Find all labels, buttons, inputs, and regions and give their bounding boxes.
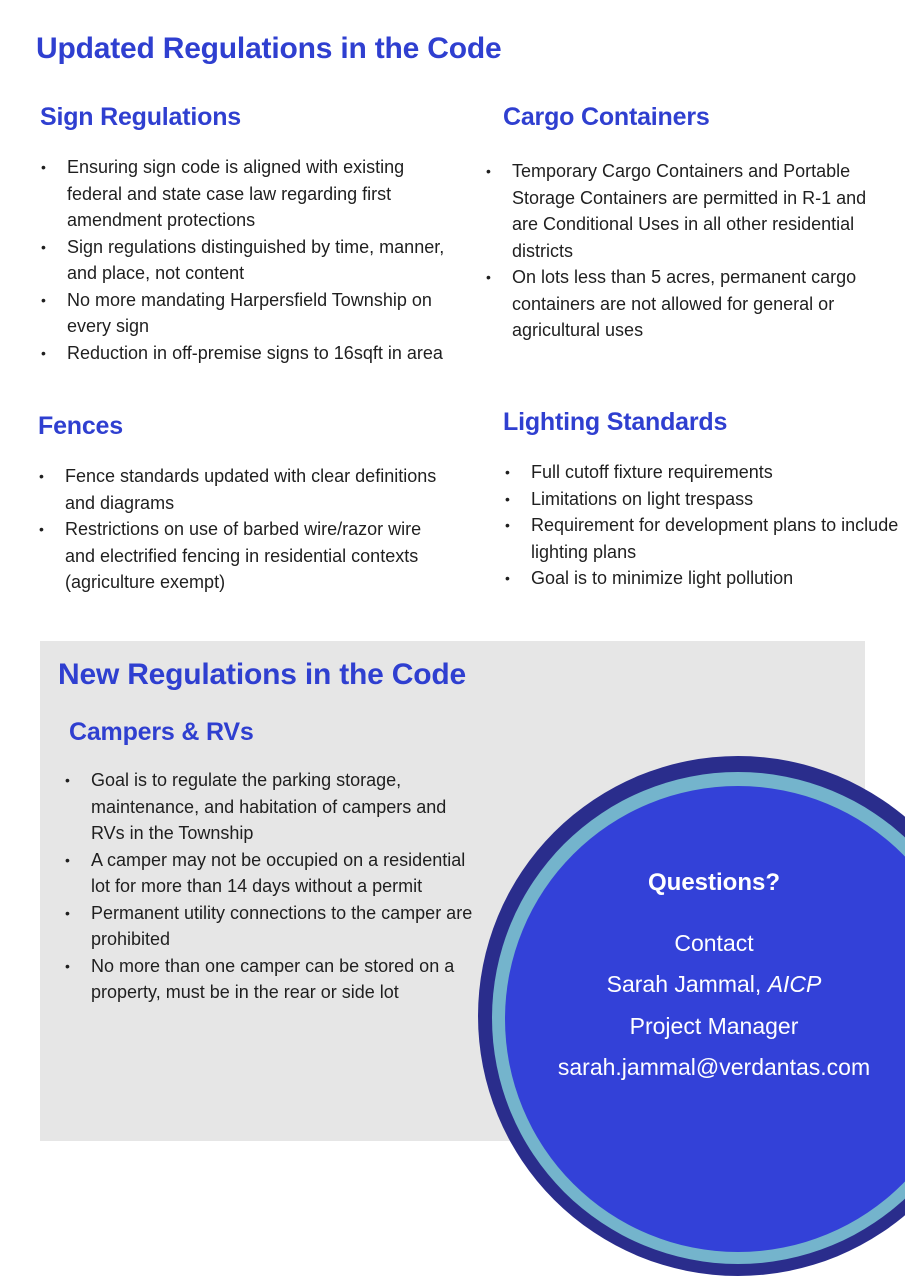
bullet-icon: • (505, 490, 510, 507)
bullet-icon: • (505, 517, 510, 533)
bullet-icon: • (65, 772, 70, 788)
bullet-icon: • (41, 291, 46, 308)
list-item (485, 158, 895, 264)
list-item (64, 847, 484, 900)
contact-name: Sarah Jammal, (606, 971, 762, 997)
bullet-icon: • (65, 904, 70, 921)
lighting-standards-list (504, 459, 904, 592)
list-item-text: Full cutoff fixture requirements (531, 462, 773, 482)
bullet-icon: • (41, 159, 46, 175)
contact-name-line (514, 971, 905, 998)
sign-regulations-heading: Sign Regulations (40, 103, 241, 131)
list-item (504, 512, 904, 565)
sign-regulations-section (40, 103, 450, 366)
list-item-text: Restrictions on use of barbed wire/razor wire and electrified fencing in residential contexts (agriculture exempt) (65, 519, 422, 592)
list-item (504, 565, 904, 592)
fences-section (38, 412, 448, 596)
cargo-containers-section (485, 103, 895, 344)
list-item-text: On lots less than 5 acres, permanent cargo containers are not allowed for general or agricultural uses (512, 267, 857, 340)
bullet-icon: • (39, 468, 44, 484)
list-item-text: Goal is to minimize light pollution (531, 568, 794, 588)
list-item-text: No more mandating Harpersfield Township on every sign (67, 289, 432, 336)
list-item (504, 486, 904, 513)
list-item (40, 234, 450, 287)
bullet-icon: • (65, 957, 70, 974)
bullet-icon: • (39, 521, 44, 537)
bullet-icon: • (486, 269, 491, 285)
list-item (64, 953, 484, 1006)
list-item-text: Goal is to regulate the parking storage, maintenance, and habitation of campers and RVs in the Township (91, 770, 447, 843)
cargo-containers-heading: Cargo Containers (503, 103, 710, 131)
list-item-text: Requirement for development plans to include lighting plans (531, 515, 899, 562)
list-item-text: Reduction in off-premise signs to 16sqft in area (67, 342, 443, 363)
list-item (504, 459, 904, 486)
cargo-containers-list (485, 158, 895, 344)
bullet-icon: • (505, 570, 510, 586)
list-item (485, 264, 895, 344)
bullet-icon: • (41, 238, 46, 255)
campers-rvs-list (64, 767, 484, 1006)
list-item-text: No more than one camper can be stored on a property, must be in the rear or side lot (91, 955, 455, 1002)
list-item-text: Fence standards updated with clear definitions and diagrams (65, 466, 437, 513)
lighting-standards-heading: Lighting Standards (503, 408, 728, 436)
list-item (40, 340, 450, 367)
bullet-icon: • (65, 851, 70, 868)
campers-rvs-heading: Campers & RVs (69, 718, 254, 746)
bullet-icon: • (41, 344, 46, 361)
contact-label: Contact (674, 930, 754, 956)
contact-email[interactable]: sarah.jammal@verdantas.com (557, 1054, 871, 1080)
fences-heading: Fences (38, 412, 123, 440)
list-item (40, 287, 450, 340)
list-item-text: Permanent utility connections to the camper are prohibited (91, 902, 473, 949)
questions-heading: Questions? (647, 869, 780, 896)
list-item (64, 900, 484, 953)
list-item-text: Temporary Cargo Containers and Portable Storage Containers are permitted in R-1 and are Conditional Uses in all other residential districts (512, 161, 867, 261)
list-item-text: Sign regulations distinguished by time, manner, and place, not content (67, 236, 445, 283)
contact-role: Project Manager (629, 1013, 799, 1039)
lighting-standards-section (504, 408, 904, 592)
list-item-text: A camper may not be occupied on a residential lot for more than 14 days without a permit (91, 849, 466, 896)
list-item (40, 154, 450, 234)
bullet-icon: • (486, 163, 491, 179)
contact-credential: AICP (767, 971, 822, 997)
new-regulations-title: New Regulations in the Code (58, 658, 466, 691)
bullet-icon: • (505, 464, 510, 480)
campers-rvs-section (64, 718, 484, 1006)
fences-list (38, 463, 448, 596)
list-item-text: Ensuring sign code is aligned with existing federal and state case law regarding first amendment protections (67, 157, 405, 230)
list-item (38, 516, 448, 596)
list-item (64, 767, 484, 847)
list-item-text: Limitations on light trespass (531, 488, 754, 509)
sign-regulations-list (40, 154, 450, 366)
page-title: Updated Regulations in the Code (36, 32, 502, 65)
list-item (38, 463, 448, 516)
